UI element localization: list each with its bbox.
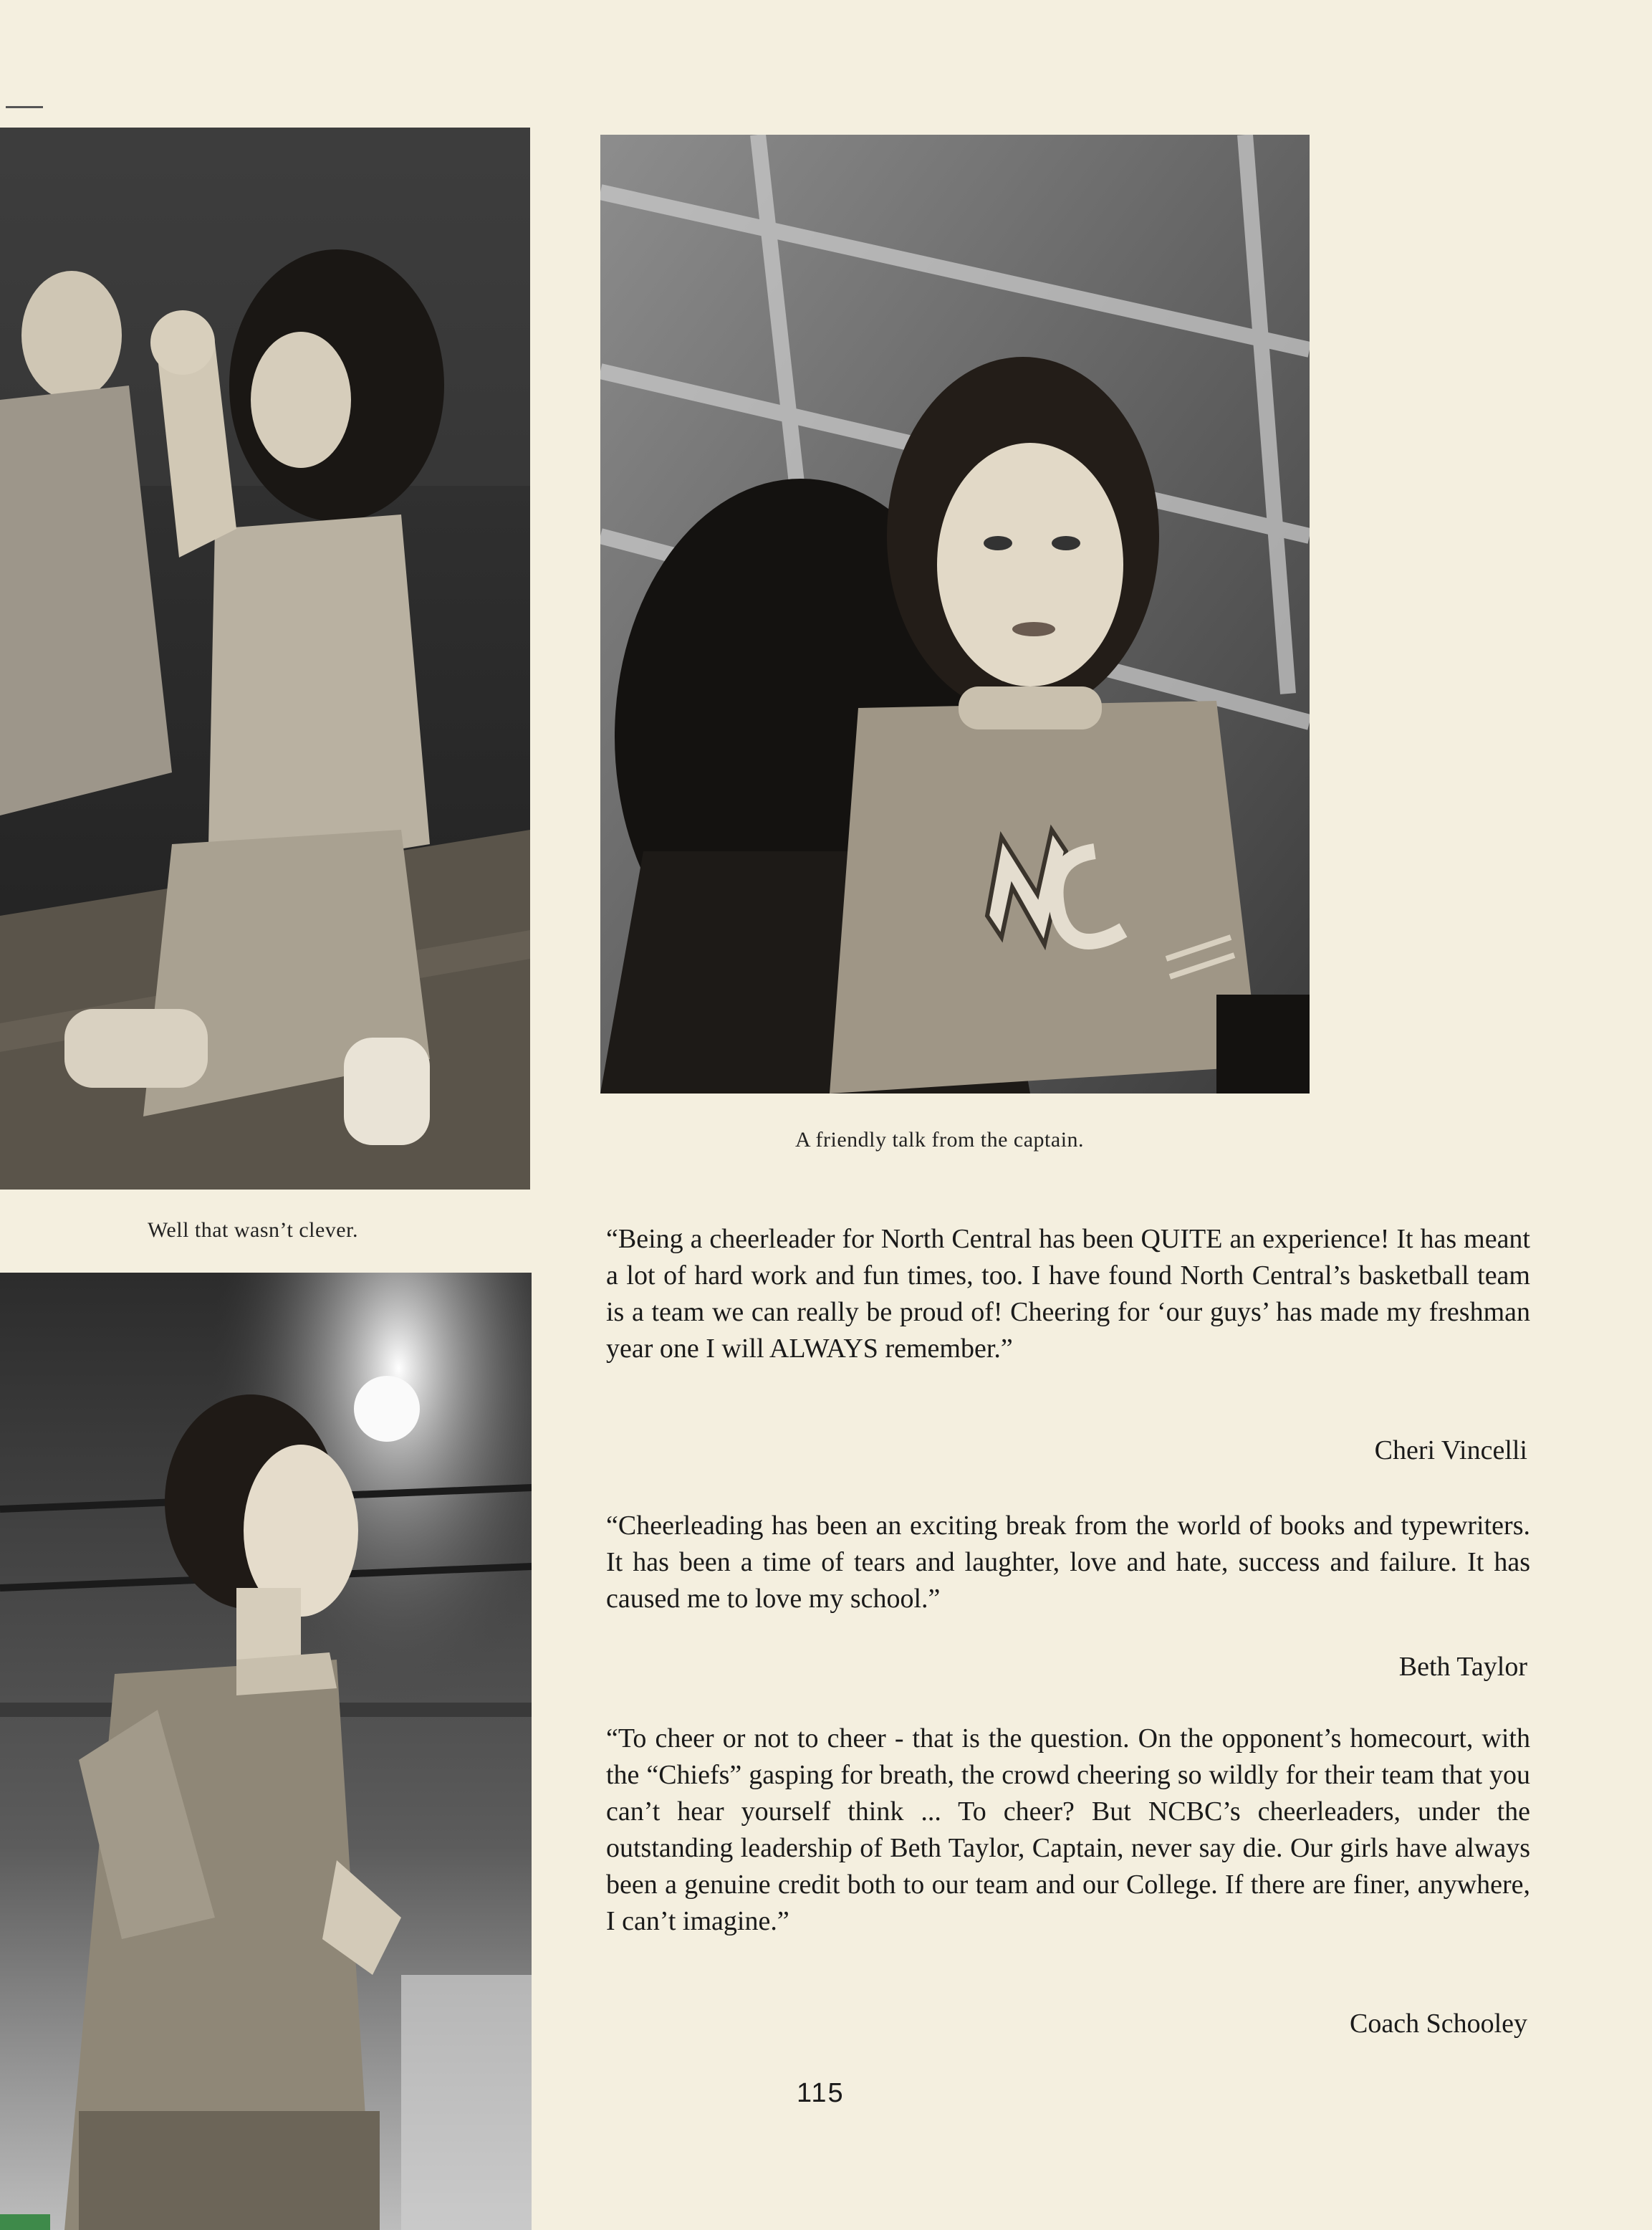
caption-kneeling-cheerleaders: Well that wasn’t clever. [148,1218,358,1242]
page-number: 115 [797,2078,845,2108]
attribution-cheri-vincelli: Cheri Vincelli [1374,1435,1527,1465]
quote-beth-taylor: “Cheerleading has been an exciting break from the world of books and typewriters. It has been a time of tears and laughter, love and hate, success and failure. It has caused me to love my school.” [606,1511,1530,1614]
photo-cheerleader-profile-image [0,1273,532,2230]
quote-cheri-vincelli: “Being a cheerleader for North Central has been QUITE an experience! It has meant a lot of hard work and fun times, too. I have found North Central’s basketball team is a team we can really be proud of! Cheering for ‘our guys’ has made my freshman year one I will ALWAYS remember.” [606,1224,1530,1364]
quote-coach-schooley: “To cheer or not to cheer - that is the question. On the opponent’s homecourt, with the “Chiefs” gasping for breath, the crowd cheering so wildly for their team that you can’t hear yourself think ... To cheer? But NCBC’s cheerleaders, under the outstanding leadership of Beth Taylor, Captain, never say die. Our girls have always been a genuine credit both to our team and our College. If there are finer, anywhere, I can’t imagine.” [606,1723,1530,1936]
photo-cheerleader-profile [0,1273,532,2230]
scan-edge-mark [6,106,43,108]
attribution-beth-taylor: Beth Taylor [1398,1652,1527,1682]
photo-kneeling-cheerleaders [0,128,530,1190]
caption-captain-talk: A friendly talk from the captain. [795,1128,1085,1152]
photo-captain-talk [600,135,1310,1094]
photo-kneeling-cheerleaders-image [0,128,530,1190]
attribution-coach-schooley: Coach Schooley [1349,2009,1527,2039]
scan-edge-color-strip [0,2214,50,2230]
photo-captain-talk-image [600,135,1310,1094]
